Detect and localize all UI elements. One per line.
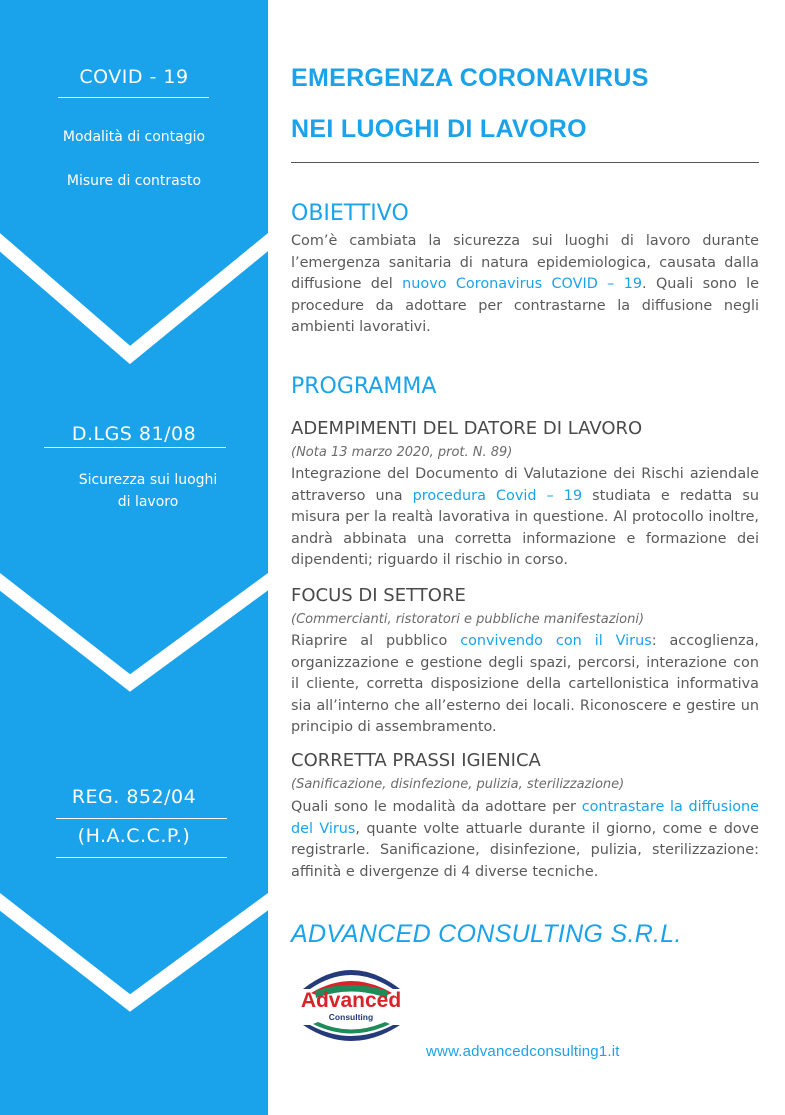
section-prassi-title: CORRETTA PRASSI IGIENICA [291, 750, 541, 771]
obiettivo-highlight: nuovo Coronavirus COVID – 19 [402, 276, 643, 292]
section-prassi-highlight: contrastare la diffusione del Virus [291, 799, 759, 837]
logo-text-sub: Consulting [328, 1012, 374, 1022]
section-adempimenti-note: (Nota 13 marzo 2020, prot. N. 89) [291, 445, 513, 460]
section-focus-highlight: convivendo con il Virus [460, 633, 652, 649]
programma-heading: PROGRAMMA [291, 374, 437, 399]
title-divider [291, 162, 759, 163]
section-focus-note: (Commercianti, ristoratori e pubbliche manifestazioni) [291, 612, 645, 627]
section-adempimenti-paragraph: Integrazione del Documento di Valutazione dei Rischi aziendale attraverso una procedura Covid – 19 studiata e redatta su misura per la realtà lavorativa in questione. Al protocollo inoltre, andrà abbinata una corretta informazione e formazione dei dipendenti; riguardo il rischio in corso. [291, 466, 760, 568]
haccp-title: (H.A.C.C.P.) [77, 825, 191, 847]
reg-title: REG. 852/04 [71, 786, 197, 808]
advanced-consulting-logo [289, 955, 414, 1055]
chevron-decoration [0, 0, 268, 1115]
sidebar-item-sicurezza: Sicurezza sui luoghi [78, 472, 218, 488]
section-adempimenti-highlight: procedura Covid – 19 [412, 487, 583, 504]
sidebar-item-lavoro: di lavoro [117, 494, 179, 510]
covid-underline [58, 97, 209, 98]
page-title-line2: NEI LUOGHI DI LAVORO [291, 115, 587, 143]
company-name: ADVANCED CONSULTING S.R.L. [291, 920, 682, 948]
section-prassi-note: (Sanificazione, disinfezione, pulizia, sterilizzazione) [291, 777, 625, 792]
section-prassi-paragraph: Quali sono le modalità da adottare per contrastare la diffusione del Virus, quante volte attuarle durante il giorno, come e dove registrarle. Sanificazione, disinfezione, pulizia, sterilizzazione: affinità e divergenze di 4 diverse tecniche. [291, 799, 760, 880]
dlgs-title: D.LGS 81/08 [71, 423, 197, 445]
sidebar-item-contrasto: Misure di contrasto [66, 173, 202, 189]
sidebar-item-contagio: Modalità di contagio [62, 129, 206, 145]
dlgs-underline [44, 447, 226, 448]
section-focus-paragraph: Riaprire al pubblico convivendo con il Virus: accoglienza, organizzazione e gestione degli spazi, percorsi, interazione con il cliente, corretta disposizione della cartellonistica informativa sia all’interno che all’esterno dei locali. Riconoscere e gestire un principio di assembramento. [291, 633, 759, 735]
covid-title: COVID - 19 [79, 66, 189, 88]
section-focus-title: FOCUS DI SETTORE [291, 585, 466, 606]
sidebar [0, 0, 268, 1115]
haccp-underline [56, 857, 227, 858]
website-link[interactable]: www.advancedconsulting1.it [426, 1043, 620, 1060]
reg-underline [56, 818, 227, 819]
obiettivo-heading: OBIETTIVO [291, 201, 409, 226]
logo-text-main: Advanced [300, 989, 402, 1012]
obiettivo-paragraph: Com’è cambiata la sicurezza sui luoghi di lavoro durante l’emergenza sanitaria di natura epidemiologica, causata dalla diffusione del nuovo Coronavirus COVID – 19. Quali sono le procedure da adottare per contrastarne la diffusione negli ambienti lavorativi. [291, 233, 760, 335]
page-title-line1: EMERGENZA CORONAVIRUS [291, 64, 649, 92]
section-adempimenti-title: ADEMPIMENTI DEL DATORE DI LAVORO [291, 418, 643, 439]
